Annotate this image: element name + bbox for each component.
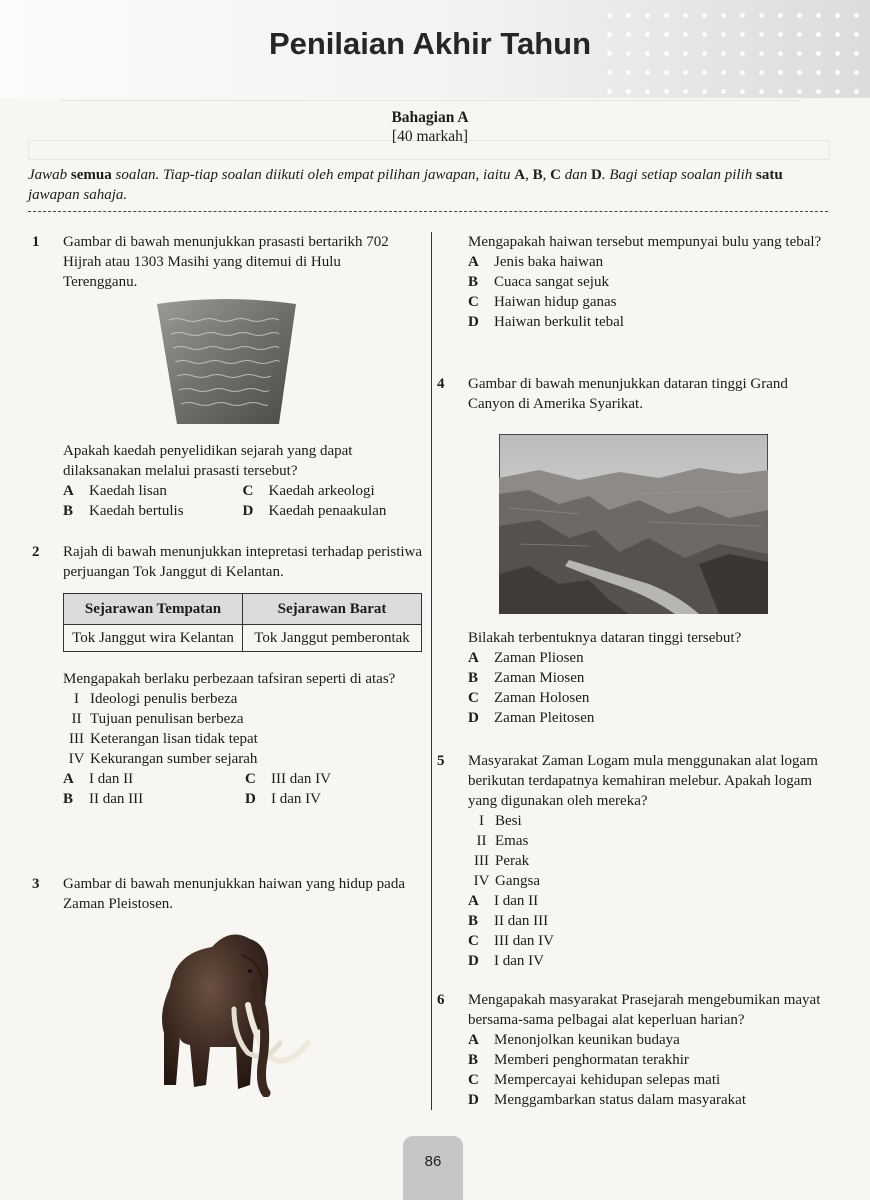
option-b[interactable]: [468, 1050, 832, 1070]
option-text: II dan III: [494, 913, 549, 929]
instruction-run: satu: [756, 167, 783, 183]
option-key: B: [468, 274, 479, 290]
instruction-run: . Bagi setiap soalan pilih: [601, 167, 756, 183]
option-text: Kaedah arkeologi: [268, 483, 375, 499]
woolly-mammoth-image: [150, 925, 315, 1097]
option-c[interactable]: [468, 1070, 832, 1090]
option-text: Kaedah lisan: [89, 483, 167, 499]
option-text: Memberi penghormatan terakhir: [494, 1052, 689, 1068]
option-c[interactable]: [468, 688, 832, 708]
option-key: D: [468, 953, 479, 969]
statement-text: Perak: [495, 853, 530, 869]
question-number: 4: [437, 376, 445, 392]
option-b[interactable]: [468, 668, 832, 688]
statement-text: Tujuan penulisan berbeza: [90, 711, 244, 727]
option-key: B: [468, 670, 479, 686]
option-text: Mempercayai kehidupan selepas mati: [494, 1072, 721, 1088]
question-stem: Gambar di bawah menunjukkan haiwan yang hidup pada Zaman Pleistosen.: [63, 876, 405, 912]
column-divider: [431, 232, 432, 1110]
option-key: C: [242, 483, 254, 499]
statement-item: [63, 689, 427, 709]
option-b[interactable]: [63, 789, 245, 809]
option-key: A: [63, 483, 74, 499]
roman-numeral: II: [71, 711, 82, 727]
question-3: [32, 874, 427, 914]
statement-text: Keterangan lisan tidak tepat: [90, 731, 258, 747]
question-6: [437, 990, 832, 1110]
option-key: A: [63, 771, 74, 787]
option-text: Kaedah penaakulan: [268, 503, 387, 519]
page-number: 86: [403, 1136, 463, 1200]
option-key: C: [468, 690, 479, 706]
option-text: Menonjolkan keunikan budaya: [494, 1032, 680, 1048]
options-row: [63, 481, 422, 501]
question-stem: Masyarakat Zaman Logam mula menggunakan alat logam berikutan terdapatnya kemahiran melebur. Apakah logam yang digunakan oleh mereka?: [468, 753, 818, 809]
option-key: A: [468, 650, 479, 666]
table-header: Sejarawan Tempatan: [64, 594, 243, 625]
question-4: [437, 374, 832, 414]
roman-numeral: III: [69, 731, 84, 747]
instruction-run: C: [550, 167, 561, 183]
option-text: I dan II: [494, 893, 539, 909]
question-ask: Bilakah terbentuknya dataran tinggi tersebut?: [468, 630, 742, 646]
roman-numeral: IV: [473, 873, 490, 889]
option-text: Cuaca sangat sejuk: [494, 274, 609, 290]
option-key: D: [242, 503, 254, 519]
roman-numeral: IV: [68, 751, 85, 767]
instruction-run: D: [590, 167, 602, 183]
statement-item: [468, 811, 832, 831]
interpretation-table: [63, 593, 422, 652]
statement-text: Gangsa: [495, 873, 540, 889]
option-key: B: [468, 1052, 479, 1068]
section-name: Bahagian A: [391, 109, 469, 126]
roman-numeral: III: [474, 853, 489, 869]
question-number: 2: [32, 544, 40, 560]
option-text: III dan IV: [271, 771, 331, 787]
statement-item: [63, 709, 427, 729]
instruction-run: B: [532, 167, 543, 183]
instruction-run: Jawab: [28, 167, 71, 183]
question-4-body: [437, 628, 832, 728]
statement-text: Emas: [495, 833, 529, 849]
question-3-continued: [437, 232, 832, 332]
options-row: [63, 769, 427, 789]
statement-item: [468, 871, 832, 891]
question-ask: Mengapakah haiwan tersebut mempunyai bulu yang tebal?: [468, 234, 822, 250]
option-text: II dan III: [89, 791, 144, 807]
option-text: Haiwan berkulit tebal: [494, 314, 624, 330]
question-stem: Mengapakah masyarakat Prasejarah mengebumikan mayat bersama-sama pelbagai alat keperluan harian?: [468, 992, 821, 1028]
option-b[interactable]: [468, 911, 832, 931]
instruction-run: ,: [542, 167, 551, 183]
instructions-divider: [28, 211, 828, 212]
option-key: C: [468, 1072, 479, 1088]
roman-numeral: I: [479, 813, 484, 829]
option-d[interactable]: [468, 708, 832, 728]
options-row: [63, 501, 422, 521]
option-key: C: [468, 933, 479, 949]
option-key: A: [468, 254, 479, 270]
instruction-run: dan: [560, 167, 591, 183]
question-stem: Gambar di bawah menunjukkan prasasti bertarikh 702 Hijrah atau 1303 Masihi yang ditemui di Hulu Terengganu.: [63, 234, 389, 290]
option-key: C: [245, 771, 256, 787]
table-cell: Tok Janggut pemberontak: [243, 625, 422, 652]
option-key: A: [468, 1032, 479, 1048]
roman-numeral: I: [74, 691, 79, 707]
option-key: D: [468, 710, 479, 726]
statement-text: Ideologi penulis berbeza: [90, 691, 238, 707]
instruction-run: ,: [525, 167, 533, 183]
option-key: D: [468, 1092, 479, 1108]
option-text: I dan II: [89, 771, 134, 787]
option-text: I dan IV: [494, 953, 544, 969]
option-text: Zaman Holosen: [494, 690, 590, 706]
question-number: 3: [32, 876, 40, 892]
question-number: 5: [437, 753, 445, 769]
instruction-run: jawapan sahaja.: [28, 187, 128, 203]
option-d[interactable]: [245, 789, 427, 809]
option-c[interactable]: [243, 481, 423, 501]
option-key: B: [63, 503, 74, 519]
option-d[interactable]: [243, 501, 423, 521]
option-b[interactable]: [63, 501, 243, 521]
option-d[interactable]: [468, 1090, 832, 1110]
option-key: A: [468, 893, 479, 909]
option-a[interactable]: [468, 891, 832, 911]
option-c[interactable]: [468, 931, 832, 951]
option-c[interactable]: [468, 292, 832, 312]
option-text: Menggambarkan status dalam masyarakat: [494, 1092, 746, 1108]
option-text: Zaman Miosen: [494, 670, 585, 686]
roman-numeral: II: [476, 833, 487, 849]
question-stem: Gambar di bawah menunjukkan dataran tinggi Grand Canyon di Amerika Syarikat.: [468, 376, 788, 412]
question-1: [32, 232, 412, 292]
option-text: III dan IV: [494, 933, 554, 949]
option-text: Haiwan hidup ganas: [494, 294, 617, 310]
option-a[interactable]: [468, 252, 832, 272]
option-key: D: [468, 314, 479, 330]
option-text: Zaman Pleitosen: [494, 710, 595, 726]
options-row: [63, 789, 427, 809]
statement-item: [468, 851, 832, 871]
option-text: Kaedah bertulis: [89, 503, 184, 519]
option-b[interactable]: [468, 272, 832, 292]
statement-text: Besi: [495, 813, 522, 829]
instruction-run: A: [514, 167, 526, 183]
option-d[interactable]: [468, 951, 832, 971]
option-a[interactable]: [468, 1030, 832, 1050]
section-marks: [40 markah]: [391, 128, 469, 145]
table-header: Sejarawan Barat: [243, 594, 422, 625]
option-a[interactable]: [468, 648, 832, 668]
question-number: 6: [437, 992, 445, 1008]
instruction-run: semua: [70, 167, 112, 183]
option-a[interactable]: [63, 481, 243, 501]
section-heading: [0, 108, 860, 146]
option-key: B: [468, 913, 479, 929]
option-text: Jenis baka haiwan: [494, 254, 604, 270]
statement-item: [468, 831, 832, 851]
question-5: [437, 751, 832, 971]
grand-canyon-image: [499, 434, 768, 614]
question-number: 1: [32, 234, 40, 250]
question-ask: Apakah kaedah penyelidikan sejarah yang dapat dilaksanakan melalui prasasti tersebut?: [63, 443, 353, 479]
instruction-run: soalan. Tiap-tiap soalan diikuti oleh empat pilihan jawapan, iaitu: [111, 167, 515, 183]
question-2: [32, 542, 427, 809]
option-d[interactable]: [468, 312, 832, 332]
option-key: D: [245, 791, 256, 807]
question-stem: Rajah di bawah menunjukkan intepretasi terhadap peristiwa perjuangan Tok Janggut di Kelantan.: [63, 544, 423, 580]
statement-item: [63, 729, 427, 749]
option-a[interactable]: [63, 769, 245, 789]
statement-text: Kekurangan sumber sejarah: [90, 751, 258, 767]
instructions: [28, 165, 828, 205]
inscription-stone-image: [155, 298, 298, 426]
statement-item: [63, 749, 427, 769]
option-text: I dan IV: [271, 791, 321, 807]
option-c[interactable]: [245, 769, 427, 789]
question-ask: Mengapakah berlaku perbezaan tafsiran seperti di atas?: [63, 671, 396, 687]
question-1-body: [32, 441, 422, 521]
option-text: Zaman Pliosen: [494, 650, 584, 666]
option-key: B: [63, 791, 74, 807]
page-title: Penilaian Akhir Tahun: [268, 26, 592, 61]
option-key: C: [468, 294, 479, 310]
table-cell: Tok Janggut wira Kelantan: [64, 625, 243, 652]
